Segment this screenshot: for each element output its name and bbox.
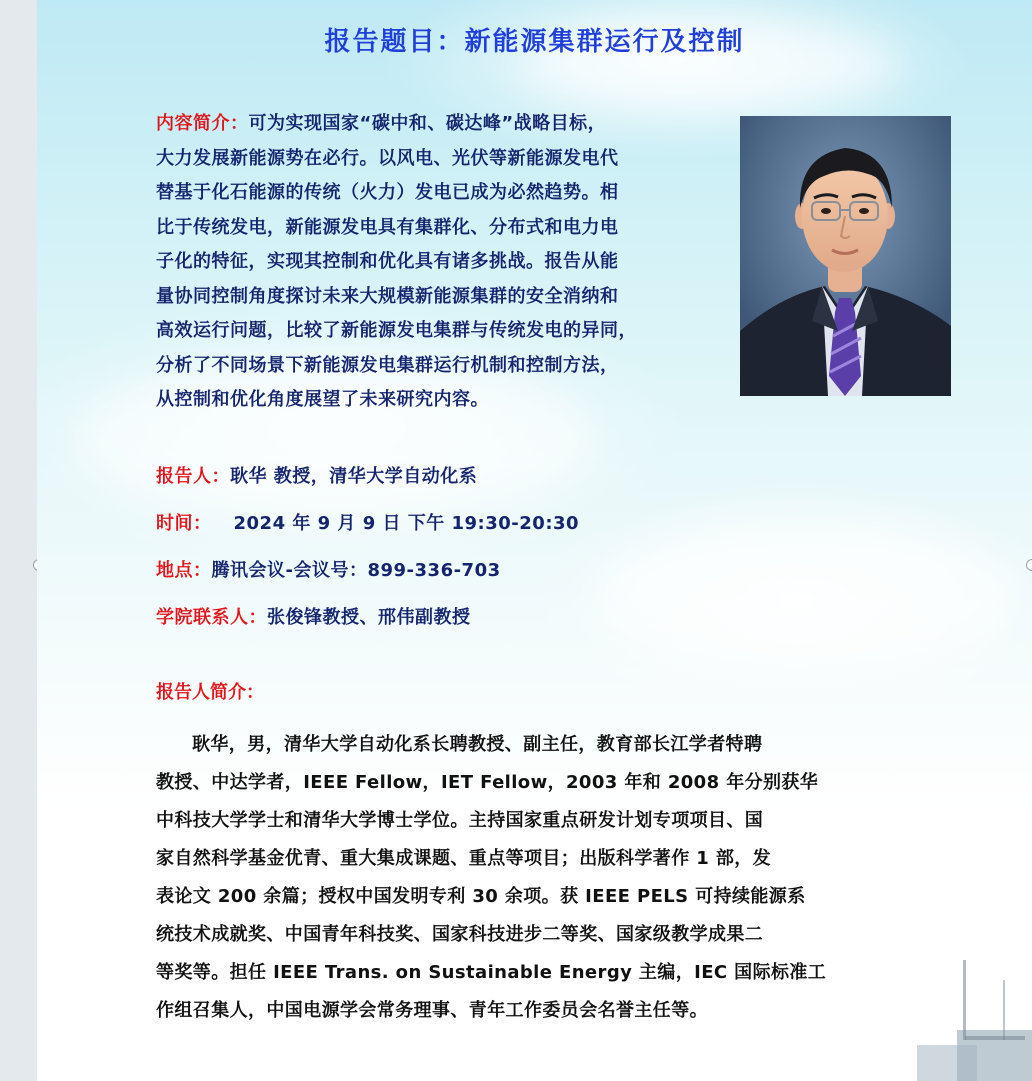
- speaker-photo: [740, 116, 951, 396]
- speaker-label: 报告人：: [156, 466, 230, 487]
- speaker-bio-line: 作组召集人，中国电源学会常务理事、青年工作委员会名誉主任等。: [156, 1000, 708, 1021]
- content-summary-line: 替基于化石能源的传统（火力）发电已成为必然趋势。相: [156, 182, 619, 203]
- content-summary-line: 量协同控制角度探讨未来大规模新能源集群的安全消纳和: [156, 285, 619, 307]
- location-value: 腾讯会议-会议号：899-336-703: [211, 560, 501, 581]
- speaker-bio-line: 等奖等。担任 IEEE Trans. on Sustainable Energy 主编，IEC 国际标准工: [156, 962, 827, 983]
- speaker-bio-line: 耿华，男，清华大学自动化系长聘教授、副主任，教育部长江学者特聘: [192, 734, 763, 755]
- content-summary-line: 从控制和优化角度展望了未来研究内容。: [156, 389, 489, 410]
- report-title: 报告题目：新能源集群运行及控制: [324, 27, 745, 57]
- content-summary-line: 比于传统发电，新能源发电具有集群化、分布式和电力电: [156, 216, 619, 238]
- content-summary-line: 可为实现国家“碳中和、碳达峰”战略目标，: [248, 113, 607, 134]
- contact-label: 学院联系人：: [156, 607, 267, 628]
- speaker-bio: [156, 726, 916, 1030]
- location-label: 地点：: [156, 560, 212, 581]
- time-row: [156, 509, 579, 539]
- content-summary-line: 大力发展新能源势在必行。以风电、光伏等新能源发电代: [156, 147, 619, 169]
- speaker-value: 耿华 教授，清华大学自动化系: [230, 466, 478, 487]
- building-decoration: [917, 940, 1032, 1081]
- time-value: 2024 年 9 月 9 日 下午 19:30-20:30: [233, 513, 580, 534]
- document-page: [37, 0, 1032, 1081]
- speaker-bio-line: 家自然科学基金优青、重大集成课题、重点等项目；出版科学著作 1 部，发: [156, 848, 772, 869]
- cloud-decoration: [597, 520, 1017, 670]
- location-row: [156, 556, 501, 586]
- right-resize-handle[interactable]: [1026, 559, 1032, 571]
- time-label: 时间：: [156, 513, 212, 534]
- content-summary: [156, 107, 726, 418]
- speaker-bio-line: 教授、中达学者，IEEE Fellow，IET Fellow，2003 年和 2008 年分别获华: [156, 772, 819, 793]
- contact-row: [156, 603, 471, 633]
- speaker-bio-line: 表论文 200 余篇；授权中国发明专利 30 余项。获 IEEE PELS 可持续能源系: [156, 886, 806, 907]
- contact-value: 张俊锋教授、邢伟副教授: [267, 607, 471, 628]
- speaker-portrait-graphic: [740, 116, 951, 396]
- content-summary-line: 分析了不同场景下新能源发电集群运行机制和控制方法，: [156, 354, 619, 376]
- speaker-bio-label: 报告人简介：: [156, 682, 264, 703]
- speaker-row: [156, 462, 477, 492]
- content-summary-line: 高效运行问题，比较了新能源发电集群与传统发电的异同，: [156, 320, 637, 341]
- speaker-bio-heading: [156, 678, 264, 708]
- speaker-bio-line: 统技术成就奖、中国青年科技奖、国家科技进步二等奖、国家级教学成果二: [156, 924, 764, 945]
- content-summary-label: 内容简介：: [156, 113, 249, 134]
- speaker-bio-line: 中科技大学学士和清华大学博士学位。主持国家重点研发计划专项项目、国: [156, 810, 764, 831]
- content-summary-line: 子化的特征，实现其控制和优化具有诸多挑战。报告从能: [156, 251, 619, 272]
